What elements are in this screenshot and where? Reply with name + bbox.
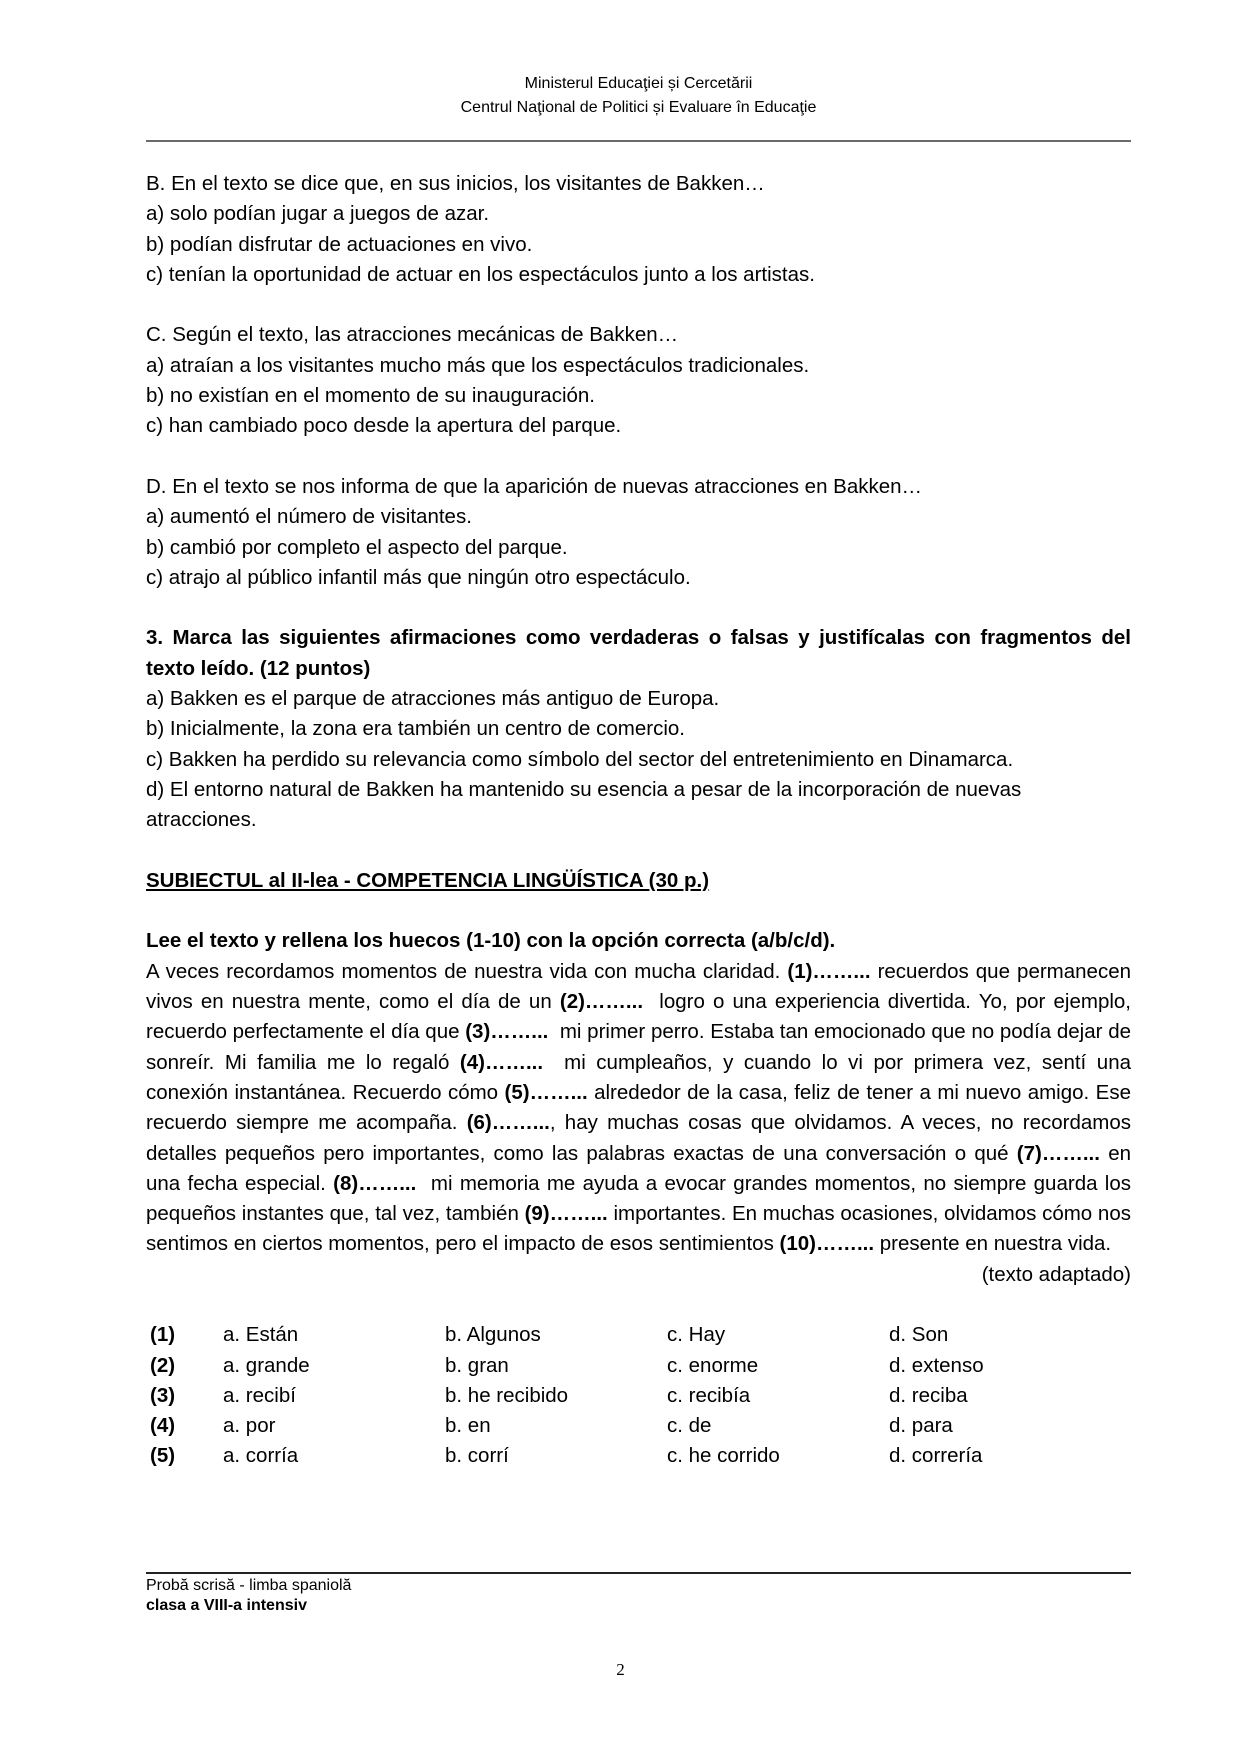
question-3 bbox=[146, 623, 1131, 835]
option-b: b. en bbox=[445, 1414, 491, 1438]
header-divider bbox=[146, 140, 1131, 142]
gap-number: (1) bbox=[150, 1323, 176, 1347]
option-c: c. he corrido bbox=[667, 1444, 780, 1468]
option-b: b. corrí bbox=[445, 1444, 509, 1468]
option-a: a. corría bbox=[223, 1444, 299, 1468]
passage-text: logro o una experiencia divertida. Yo, por ejemplo, recuerdo perfectamente el día que bbox=[146, 990, 1137, 1044]
question-option: b) no existían en el momento de su inauguración. bbox=[146, 384, 595, 408]
section-heading: SUBIECTUL al II-lea - COMPETENCIA LINGÜÍSTICA (30 p.) bbox=[146, 868, 710, 892]
gap-marker: (4)……... bbox=[459, 1050, 544, 1074]
gap-number: (5) bbox=[150, 1444, 176, 1468]
option-d: d. reciba bbox=[889, 1383, 968, 1407]
gap-number: (3) bbox=[150, 1383, 176, 1407]
options-table bbox=[146, 1320, 1131, 1471]
statement: c) Bakken ha perdido su relevancia como símbolo del sector del entretenimiento en Dinamarca. bbox=[146, 747, 1014, 771]
passage-text: mi memoria me ayuda a evocar grandes momentos, no siempre guarda los pequeños instantes que, tal vez, también bbox=[146, 1171, 1137, 1226]
instruction: Lee el texto y rellena los huecos (1-10) con la opción correcta (a/b/c/d). bbox=[146, 929, 836, 953]
passage-text: en una fecha especial. bbox=[146, 1141, 1137, 1195]
question-3-title: 3. Marca las siguientes afirmaciones como verdaderas o falsas y justifícalas con fragmentos del texto leído. (12 puntos) bbox=[146, 626, 1131, 680]
options-row bbox=[146, 1381, 1131, 1411]
question-stem: D. En el texto se nos informa de que la aparición de nuevas atracciones en Bakken… bbox=[146, 474, 923, 498]
question-option: a) aumentó el número de visitantes. bbox=[146, 505, 472, 529]
statement: a) Bakken es el parque de atracciones más antiguo de Europa. bbox=[146, 687, 720, 711]
option-b: b. gran bbox=[445, 1353, 509, 1377]
header-center: Centrul Naţional de Politici și Evaluare în Educaţie bbox=[460, 99, 817, 116]
gap-marker: (5)……... bbox=[504, 1080, 588, 1104]
option-d: d. para bbox=[889, 1414, 953, 1438]
option-a: a. recibí bbox=[223, 1383, 296, 1407]
passage-text: mi cumpleaños, y cuando lo vi por primera vez, sentí una conexión instantánea. Recuerdo cómo bbox=[146, 1050, 1137, 1104]
passage-text: A veces recordamos momentos de nuestra vida con mucha claridad. bbox=[146, 959, 788, 983]
question-option: a) solo podían jugar a juegos de azar. bbox=[146, 202, 490, 226]
option-c: c. de bbox=[667, 1414, 712, 1438]
gap-number: (4) bbox=[150, 1414, 176, 1438]
passage-text: , hay muchas cosas que olvidamos. A veces, no recordamos detalles pequeños pero importantes, como las palabras exactas de una conversación o qué bbox=[146, 1111, 1137, 1165]
question-option: b) cambió por completo el aspecto del parque. bbox=[146, 535, 568, 559]
option-c: c. enorme bbox=[667, 1353, 759, 1377]
gap-number: (2) bbox=[150, 1353, 176, 1377]
question-stem: C. Según el texto, las atracciones mecánicas de Bakken… bbox=[146, 323, 679, 347]
gap-marker: (8)……... bbox=[333, 1171, 417, 1195]
question-b bbox=[146, 169, 1131, 290]
option-a: a. Están bbox=[223, 1323, 299, 1347]
statement: d) El entorno natural de Bakken ha mantenido su esencia a pesar de la incorporación de nuevas atracciones. bbox=[146, 777, 1022, 832]
option-d: d. correría bbox=[889, 1444, 983, 1468]
question-d bbox=[146, 472, 1131, 593]
page-footer bbox=[146, 1576, 351, 1616]
question-option: c) han cambiado poco desde la apertura del parque. bbox=[146, 414, 622, 438]
option-d: d. Son bbox=[889, 1323, 949, 1347]
passage-text: presente en nuestra vida. bbox=[874, 1232, 1112, 1256]
page-content bbox=[146, 169, 1137, 1472]
options-row bbox=[146, 1351, 1131, 1381]
options-row bbox=[146, 1320, 1131, 1350]
option-d: d. extenso bbox=[889, 1353, 984, 1377]
option-b: b. Algunos bbox=[445, 1323, 541, 1347]
passage-text: importantes. En muchas ocasiones, olvidamos cómo nos sentimos en ciertos momentos, pero el impacto de esos sentimientos bbox=[146, 1202, 1137, 1256]
gap-marker: (1)……... bbox=[787, 959, 871, 983]
question-option: a) atraían a los visitantes mucho más que los espectáculos tradicionales. bbox=[146, 353, 810, 377]
options-row bbox=[146, 1441, 1131, 1471]
passage-text: recuerdos que permanecen vivos en nuestra mente, como el día de un bbox=[146, 959, 1137, 1014]
question-option: c) atrajo al público infantil más que ningún otro espectáculo. bbox=[146, 565, 691, 589]
gap-marker: (9)……... bbox=[524, 1202, 608, 1226]
question-option: b) podían disfrutar de actuaciones en vivo. bbox=[146, 232, 533, 256]
gap-marker: (3)……... bbox=[465, 1020, 549, 1044]
options-row bbox=[146, 1411, 1131, 1441]
option-a: a. grande bbox=[223, 1353, 310, 1377]
footer-exam: Probă scrisă - limba spaniolă bbox=[146, 1577, 352, 1594]
option-c: c. Hay bbox=[667, 1323, 726, 1347]
question-stem: B. En el texto se dice que, en sus inicios, los visitantes de Bakken… bbox=[146, 172, 765, 195]
header-ministry: Ministerul Educaţiei și Cercetării bbox=[524, 75, 753, 92]
option-b: b. he recibido bbox=[445, 1383, 569, 1407]
source-note: (texto adaptado) bbox=[981, 1262, 1131, 1286]
question-c bbox=[146, 320, 1131, 441]
statement: b) Inicialmente, la zona era también un centro de comercio. bbox=[146, 717, 685, 741]
gap-marker: (6)……... bbox=[466, 1111, 550, 1135]
footer-divider bbox=[146, 1572, 1131, 1574]
page-header bbox=[146, 72, 1131, 120]
gap-marker: (7)……... bbox=[1016, 1141, 1100, 1165]
option-a: a. por bbox=[223, 1414, 276, 1438]
gap-marker: (10)……... bbox=[779, 1232, 875, 1256]
question-option: c) tenían la oportunidad de actuar en los espectáculos junto a los artistas. bbox=[146, 262, 815, 286]
page-number: 2 bbox=[616, 1660, 625, 1679]
option-c: c. recibía bbox=[667, 1383, 751, 1407]
footer-class: clasa a VIII-a intensiv bbox=[146, 1597, 307, 1614]
gap-marker: (2)……... bbox=[559, 990, 644, 1014]
cloze-passage bbox=[146, 957, 1137, 1260]
passage-text: alrededor de la casa, feliz de tener a mi nuevo amigo. Ese recuerdo siempre me acompaña. bbox=[146, 1080, 1137, 1135]
passage-text: mi primer perro. Estaba tan emocionado que no podía dejar de sonreír. Mi familia me lo regaló bbox=[146, 1020, 1137, 1074]
